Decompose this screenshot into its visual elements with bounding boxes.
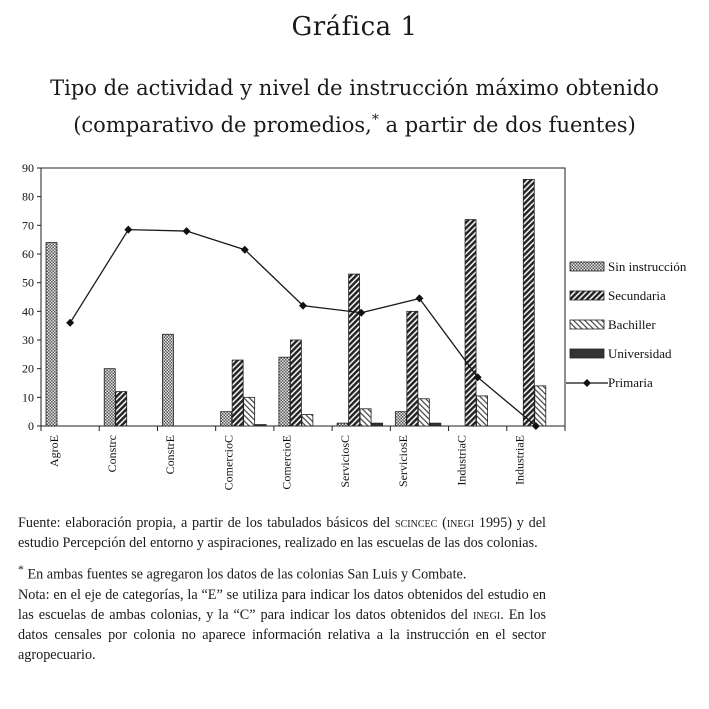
x-category-label: ServiciosE (396, 435, 411, 487)
legend-swatch (570, 262, 604, 271)
chart-subtitle (0, 72, 709, 141)
plot-frame (41, 168, 565, 426)
marker-primaria (66, 319, 74, 327)
category-note: Nota: en el eje de categorías, la “E” se utiliza para indicar los datos obtenidos del estudio en las escuelas de ambas colonias, y la “C” para indicar los datos obtenidos del inegi. En los datos censales por colonia no aparece información relativa a la instrucción en el sector agropecuario. (18, 586, 546, 663)
marker-primaria (183, 227, 191, 235)
y-tick-label: 70 (22, 218, 34, 233)
bar-sin-instruccion (395, 412, 406, 426)
bar-universidad (372, 423, 383, 426)
bar-sin-instruccion (46, 243, 57, 426)
x-category-label: ComercioE (279, 435, 294, 490)
y-tick-label: 60 (22, 247, 34, 261)
y-tick-label: 20 (22, 361, 34, 376)
subtitle-line-2: (comparativo de promedios,* a partir de dos fuentes) (73, 112, 636, 137)
bar-secundaria (290, 340, 301, 426)
asterisk-note: * En ambas fuentes se agregaron los datos de las colonias San Luis y Combate. (18, 562, 467, 583)
footnotes (18, 513, 546, 665)
y-tick-label: 80 (22, 189, 34, 204)
y-tick-label: 10 (22, 390, 34, 405)
chart-title: Gráfica 1 (291, 12, 418, 42)
x-category-label: ServiciosC (337, 435, 352, 488)
legend-label: Secundaria (608, 288, 666, 303)
bar-sin-instruccion (162, 334, 173, 426)
x-category-label: ComercioC (221, 435, 236, 491)
x-category-label: AgroE (46, 435, 61, 467)
bar-universidad (255, 425, 266, 426)
legend-marker (583, 379, 591, 387)
x-category-label: IndustriaC (454, 435, 469, 486)
bar-line-chart (0, 155, 709, 505)
legend-label: Bachiller (608, 317, 656, 332)
subtitle-line-1: Tipo de actividad y nivel de instrucción máximo obtenido (50, 76, 659, 100)
bar-secundaria (523, 179, 534, 426)
x-category-label: IndustriaE (512, 435, 527, 485)
y-tick-label: 0 (28, 419, 34, 433)
legend-label: Sin instrucción (608, 259, 687, 274)
y-tick-label: 30 (22, 333, 34, 347)
plot-area (22, 161, 565, 490)
legend-label: Universidad (608, 346, 672, 361)
bar-universidad (430, 423, 441, 426)
bar-secundaria (407, 311, 418, 426)
y-tick-label: 40 (22, 304, 34, 319)
bar-sin-instruccion (279, 357, 290, 426)
bar-bachiller (360, 409, 371, 426)
bar-sin-instruccion (221, 412, 232, 426)
bar-sin-instruccion (104, 369, 115, 426)
bar-bachiller (535, 386, 546, 426)
bar-bachiller (244, 397, 255, 426)
y-tick-label: 90 (22, 161, 34, 175)
bar-secundaria (232, 360, 243, 426)
source-note: Fuente: elaboración propia, a partir de los tabulados básicos del scincec (inegi 1995) y del estudio Percepción del entorno y aspiraciones, realizado en las escuelas de las dos colonias. (18, 515, 546, 551)
legend-swatch (570, 349, 604, 358)
legend-swatch (570, 291, 604, 300)
bar-secundaria (349, 274, 360, 426)
legend-label: Primaria (608, 375, 653, 390)
marker-primaria (124, 226, 132, 234)
bar-bachiller (302, 415, 313, 426)
x-category-label: ConstrE (163, 435, 178, 475)
y-tick-label: 50 (22, 275, 34, 290)
bar-sin-instruccion (337, 423, 348, 426)
bar-bachiller (477, 396, 488, 426)
legend-swatch (570, 320, 604, 329)
bar-bachiller (418, 399, 429, 426)
chart-legend (566, 259, 687, 390)
x-category-label: Constrc (104, 435, 119, 473)
bar-secundaria (116, 392, 127, 426)
bar-secundaria (465, 220, 476, 426)
